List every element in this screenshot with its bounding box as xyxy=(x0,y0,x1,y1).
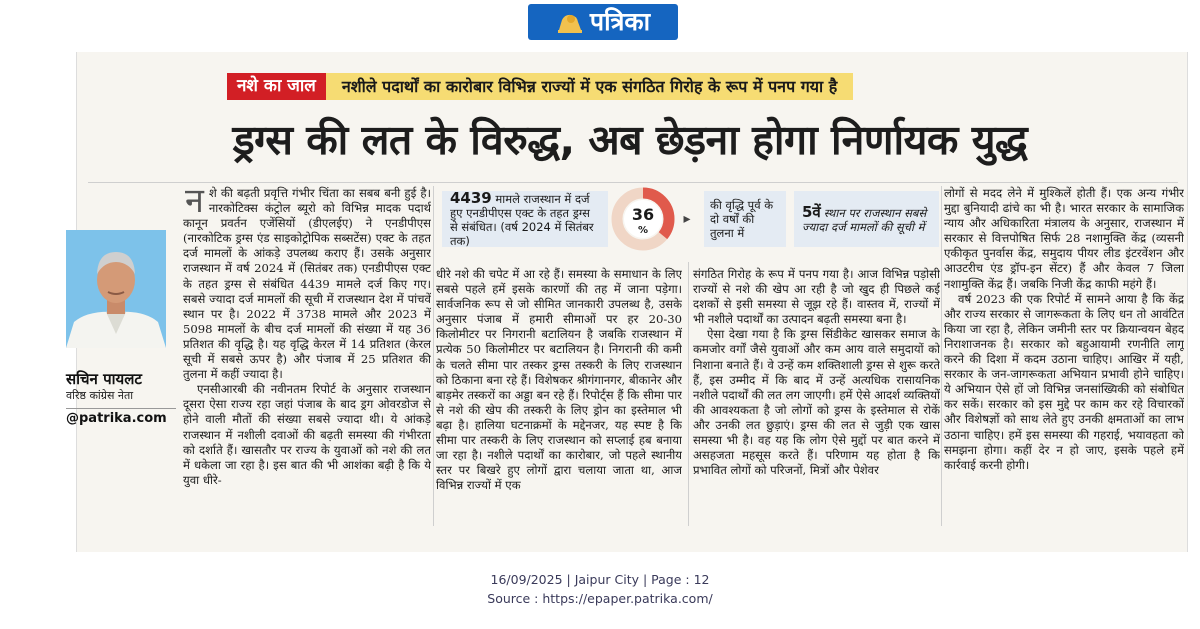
paragraph: धीरे नशे की चपेट में आ रहे हैं। समस्या के समाधान के लिए सबसे पहले हमें इसके कारणों की तह में जाना पड़ेगा। सार्वजनिक रूप से जो सीमित जानकारी उपलब्ध है, उसके अनुसार पंजाब में हमारी सीमाओं पर हर 20-30 किलोमीटर पर निगरानी बटालियन है जबकि राजस्थान में प्रत्येक 50 किलोमीटर पर बटालियन है। निगरानी की कमी के चलते सीमा पार तस्कर ड्रग्स तस्करी के लिए राजस्थान को ठिकाना बना रहे हैं। विशेषकर श्रीगंगानगर, बीकानेर और बाड़मेर तस्करों का अड्डा बन रहे हैं। रिपोर्ट्स हैं कि सीमा पार से नशे की खेप की तस्करी के लिए ड्रोन का इस्तेमाल भी बढ़ा है। हालिया घटनाक्रमों के मद्देनजर, यह स्पष्ट है कि सीमा पार तस्करी के लिए राजस्थान को सप्लाई हब बनाया जा रहा है। नशीले पदार्थों का कारोबार, जो पहले स्थानीय स्तर पर बिखरे हुए लोगों द्वारा चलाया जाता था, आज विभिन्न राज्यों में एक xyxy=(436,267,682,493)
kicker-strap: नशीले पदार्थों का कारोबार विभिन्न राज्यों में एक संगठित गिरोह के रूप में पनप गया है xyxy=(326,73,853,100)
paragraph: संगठित गिरोह के रूप में पनप गया है। आज विभिन्न पड़ोसी राज्यों से नशे की खेप आ रही है जो खुद ही पिछले कई दशकों से इसी समस्या से जूझ रहे हैं। वास्तव में, राज्यों में भी नशीले पदार्थों का उत्पादन बढ़ती समस्या बना है। xyxy=(693,267,940,327)
article-column-1 xyxy=(183,186,431,526)
column-divider xyxy=(941,186,942,526)
author-block xyxy=(66,370,176,426)
fact-count-text: मामले राजस्थान में दर्ज हुए एनडीपीएस एक्ट के तहत ड्रग्स से संबंधित। (वर्ष 2024 में सितंबर तक) xyxy=(450,191,594,248)
author-portrait-icon xyxy=(66,230,166,348)
drop-cap: न xyxy=(185,186,204,221)
patrika-logo[interactable] xyxy=(528,4,678,40)
fact-rank-text: स्थान पर राजस्थान सबसे ज्यादा दर्ज मामलों की सूची में xyxy=(802,205,927,234)
fact-rank-value: 5वें xyxy=(802,202,821,221)
author-handle: @patrika.com xyxy=(66,408,176,426)
fact-count: 4439 xyxy=(450,188,492,207)
footer-source-link[interactable]: Source : https://epaper.patrika.com/ xyxy=(487,591,713,606)
footer xyxy=(0,570,1200,608)
percent-value: 36 xyxy=(631,205,655,224)
masthead xyxy=(0,0,1200,52)
percent-sign: % xyxy=(637,225,649,236)
fact-rank xyxy=(794,191,939,247)
column-divider xyxy=(433,186,434,526)
author-name: सचिन पायलट xyxy=(66,370,142,388)
fact-growth: की वृद्धि पूर्व के दो वर्षों की तुलना में xyxy=(704,191,786,247)
kicker-tag: नशे का जाल xyxy=(227,73,326,100)
headline: ड्रग्स की लत के विरुद्ध, अब छेड़ना होगा निर्णायक युद्ध xyxy=(232,116,1028,164)
paragraph: शे की बढ़ती प्रवृत्ति गंभीर चिंता का सबब बनी हुई है। नारकोटिक्स कंट्रोल ब्यूरो को विभिन्न मादक पदार्थ कानून प्रवर्तन एजेंसियों (डीएलईए) ने एनडीपीएस (नारकोटिक ड्रग्स एंड साइकोट्रोपिक सब्सटेंस) एक्ट के तहत दर्ज मामलों के आंकड़े उपलब्ध कराए हैं। उसके अनुसार राजस्थान में वर्ष 2024 में (सितंबर तक) एनडीपीएस एक्ट के तहत ड्रग्स से संबंधित 4439 मामले दर्ज किए गए। सबसे ज्यादा दर्ज मामलों की सूची में राजस्थान देश में पांचवें स्थान पर है। 2022 में 3738 मामले और 2023 में 5098 मामलों के बीच दर्ज मामलों की संख्या में यह 36 प्रतिशत की वृद्धि है। यह वृद्धि केरल में 14 प्रतिशत (केरल सूची में सबसे ऊपर है) और पंजाब में 25 प्रतिशत की तुलना में कहीं ज्यादा है। xyxy=(183,186,431,382)
author-photo xyxy=(66,230,166,348)
kicker xyxy=(227,73,853,100)
lion-emblem-icon xyxy=(556,10,584,34)
paragraph: एनसीआरबी की नवीनतम रिपोर्ट के अनुसार राजस्थान दूसरा ऐसा राज्य रहा जहां पंजाब के बाद ड्रग ओवरडोज से होने वाली मौतों की संख्या सबसे ज्यादा थी। ये आंकड़े राजस्थान में नशीली दवाओं की बढ़ती समस्या की गंभीरता को दर्शाते हैं। खासतौर पर राज्य के युवाओं को नशे की लत में धकेला जा रहा है। इस बात की भी आशंका बढ़ी है कि ये युवा धीरे- xyxy=(183,382,431,487)
percent-ring-chart xyxy=(610,186,676,252)
column-divider xyxy=(688,262,689,526)
fact-cases xyxy=(442,188,608,248)
paragraph: ऐसा देखा गया है कि ड्रग्स सिंडीकेट खासकर समाज के कमजोर वर्गों जैसे युवाओं और कम आय वाले समुदायों को निशाना बनाते हैं। वे उन्हें कम शक्तिशाली ड्रग्स से शुरू करते हैं, इस उम्मीद में कि बाद में उन्हें अत्यधिक रासायनिक नशीले पदार्थों की लत लग जाएगी। हमें ऐसे आदर्श व्यक्तियों की आवश्यकता है जो लोगों को ड्रग्स के इस्तेमाल से रोकें और उनकी लत छुड़ाएं। ड्रग्स की लत से जुड़ी एक खास समस्या भी है। वह यह कि लोग ऐसे मुद्दों पर बात करने में असहजता महसूस करते हैं। परिणाम यह होता है कि प्रभावित लोगों को परिजनों, मित्रों और पेशेवर xyxy=(693,327,940,478)
author-role: वरिष्ठ कांग्रेस नेता xyxy=(66,389,134,402)
article-column-4 xyxy=(944,186,1184,526)
footer-dateline: 16/09/2025 | Jaipur City | Page : 12 xyxy=(490,572,710,587)
article-column-3 xyxy=(693,267,940,529)
factbox xyxy=(442,183,942,255)
brand-name: पत्रिका xyxy=(589,7,651,36)
article-column-2 xyxy=(436,267,682,529)
arrow-right-icon: ▸ xyxy=(683,211,691,227)
paragraph: वर्ष 2023 की एक रिपोर्ट में सामने आया है कि केंद्र और राज्य सरकार से जागरूकता के लिए धन तो आवंटित किया जा रहा है, लेकिन जमीनी स्तर पर क्रियान्वयन बेहद निराशाजनक है। सरकार को बहुआयामी रणनीति लागू करने की दिशा में कदम उठाना चाहिए। आखिर में यही, सरकार के जन-जागरूकता अभियान प्रभावी होने चाहिए। ये अभियान ऐसे हों जो विभिन्न जनसांख्यिकी को संबोधित कर सकें। सरकार को इस मुद्दे पर काम कर रहे विचारकों और विशेषज्ञों को साथ लेते हुए उनकी क्षमताओं का लाभ उठाना चाहिए। हमें इस समस्या की गहराई, भयावहता को समझना होगा। कहीं देर न हो जाए, इसके पहले हमें कार्रवाई करनी होगी। xyxy=(944,291,1184,472)
paragraph: लोगों से मदद लेने में मुश्किलें होती हैं। एक अन्य गंभीर मुद्दा बुनियादी ढांचे का भी है। भारत सरकार के सामाजिक न्याय और अधिकारिता मंत्रालय के अनुसार, राजस्थान में सरकार से वित्तपोषित सिर्फ 28 नशामुक्ति केंद्र (व्यसनी एकीकृत पुनर्वास केंद्र, समुदाय पीयर लीड इंटरवेंशन और आउटरीच एंड ड्रॉप-इन सेंटर) हैं और केवल 7 जिला नशामुक्ति केंद्र हैं। जबकि निजी केंद्र काफी महंगे हैं। xyxy=(944,186,1184,291)
